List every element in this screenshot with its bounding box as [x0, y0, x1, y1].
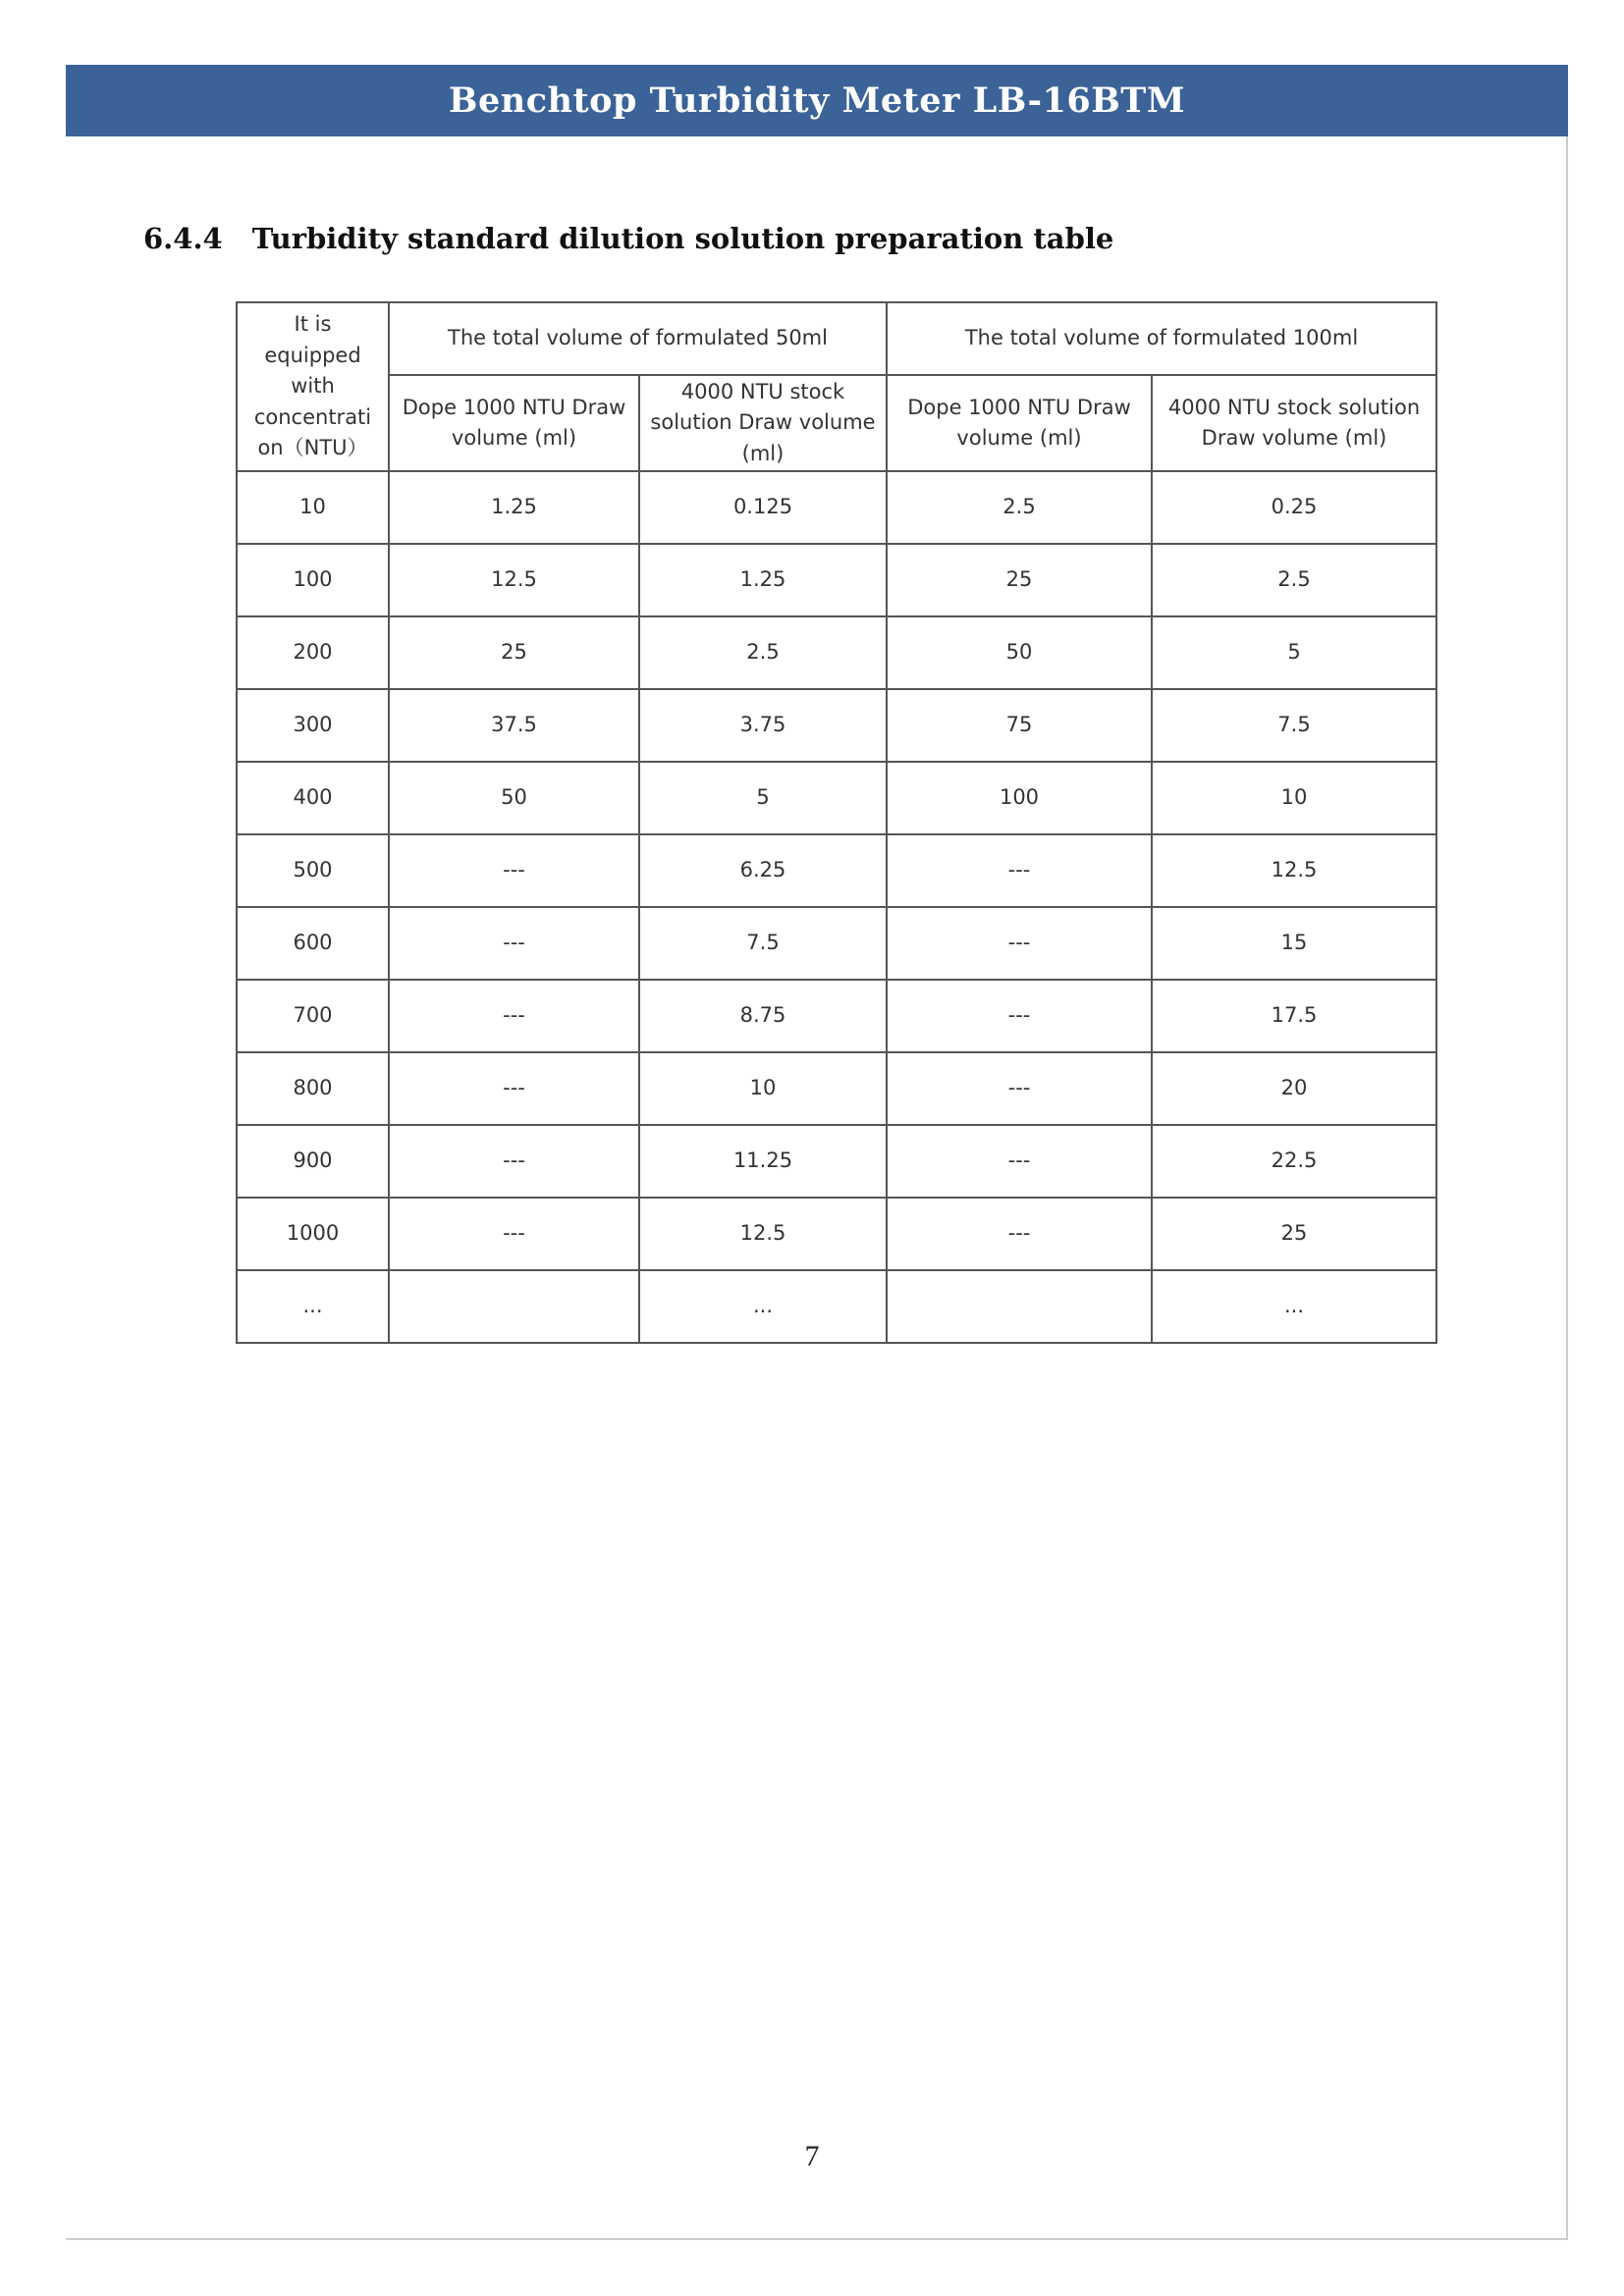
- cell-stock-50ml: 12.5: [639, 1198, 887, 1270]
- cell-stock-50ml: 3.75: [639, 689, 887, 762]
- cell-dope-100ml: ---: [887, 907, 1152, 980]
- table-row: [237, 1198, 1436, 1270]
- cell-concentration: 400: [237, 762, 389, 834]
- cell-concentration: 100: [237, 544, 389, 616]
- table-row: [237, 544, 1436, 616]
- cell-stock-100ml: 25: [1152, 1198, 1436, 1270]
- section-heading: [143, 222, 1113, 255]
- cell-stock-50ml: ...: [639, 1270, 887, 1343]
- cell-stock-50ml: 1.25: [639, 544, 887, 616]
- cell-concentration: ...: [237, 1270, 389, 1343]
- cell-stock-100ml: 7.5: [1152, 689, 1436, 762]
- page-number: 7: [804, 2140, 820, 2172]
- table-row: [237, 616, 1436, 689]
- section-number: 6.4.4: [143, 222, 223, 255]
- cell-dope-50ml: 37.5: [389, 689, 639, 762]
- cell-dope-100ml: ---: [887, 1198, 1152, 1270]
- cell-concentration: 700: [237, 980, 389, 1052]
- table-subheader-row: [237, 375, 1436, 471]
- cell-dope-50ml: ---: [389, 834, 639, 907]
- cell-dope-100ml: 25: [887, 544, 1152, 616]
- table-header-row: [237, 302, 1436, 375]
- cell-concentration: 10: [237, 471, 389, 544]
- cell-dope-50ml: ---: [389, 980, 639, 1052]
- cell-dope-100ml: ---: [887, 980, 1152, 1052]
- cell-dope-50ml: ---: [389, 1125, 639, 1198]
- table-row: [237, 1052, 1436, 1125]
- cell-stock-100ml: 12.5: [1152, 834, 1436, 907]
- cell-concentration: 800: [237, 1052, 389, 1125]
- subheader-stock-50: 4000 NTU stock solution Draw volume (ml): [639, 375, 887, 471]
- cell-stock-100ml: ...: [1152, 1270, 1436, 1343]
- table-row: [237, 1270, 1436, 1343]
- cell-stock-50ml: 5: [639, 762, 887, 834]
- cell-stock-100ml: 2.5: [1152, 544, 1436, 616]
- table-row: [237, 907, 1436, 980]
- cell-stock-50ml: 0.125: [639, 471, 887, 544]
- cell-stock-100ml: 17.5: [1152, 980, 1436, 1052]
- cell-dope-50ml: ---: [389, 907, 639, 980]
- section-title: Turbidity standard dilution solution preparation table: [251, 222, 1114, 255]
- table-row: [237, 1125, 1436, 1198]
- cell-dope-50ml: 12.5: [389, 544, 639, 616]
- cell-dope-100ml: 50: [887, 616, 1152, 689]
- cell-stock-100ml: 5: [1152, 616, 1436, 689]
- cell-stock-50ml: 7.5: [639, 907, 887, 980]
- header-group-50ml: The total volume of formulated 50ml: [389, 302, 887, 375]
- cell-stock-50ml: 10: [639, 1052, 887, 1125]
- cell-stock-50ml: 2.5: [639, 616, 887, 689]
- cell-concentration: 500: [237, 834, 389, 907]
- table-row: [237, 834, 1436, 907]
- cell-dope-50ml: ---: [389, 1198, 639, 1270]
- table-row: [237, 471, 1436, 544]
- header-group-100ml: The total volume of formulated 100ml: [887, 302, 1436, 375]
- cell-dope-100ml: 100: [887, 762, 1152, 834]
- cell-dope-50ml: ---: [389, 1052, 639, 1125]
- table-row: [237, 762, 1436, 834]
- cell-concentration: 200: [237, 616, 389, 689]
- cell-dope-50ml: 1.25: [389, 471, 639, 544]
- cell-stock-100ml: 20: [1152, 1052, 1436, 1125]
- cell-dope-50ml: [389, 1270, 639, 1343]
- cell-stock-100ml: 0.25: [1152, 471, 1436, 544]
- subheader-stock-100: 4000 NTU stock solution Draw volume (ml): [1152, 375, 1436, 471]
- table-row: [237, 689, 1436, 762]
- cell-concentration: 900: [237, 1125, 389, 1198]
- cell-dope-50ml: 25: [389, 616, 639, 689]
- cell-stock-50ml: 8.75: [639, 980, 887, 1052]
- cell-dope-100ml: ---: [887, 1052, 1152, 1125]
- cell-dope-100ml: ---: [887, 834, 1152, 907]
- cell-dope-100ml: ---: [887, 1125, 1152, 1198]
- cell-dope-100ml: 2.5: [887, 471, 1152, 544]
- subheader-dope-100: Dope 1000 NTU Draw volume (ml): [887, 375, 1152, 471]
- header-concentration: It is equipped with concentrati on（NTU）: [237, 302, 389, 471]
- cell-stock-100ml: 10: [1152, 762, 1436, 834]
- table-body: [237, 471, 1436, 1343]
- cell-stock-50ml: 6.25: [639, 834, 887, 907]
- cell-dope-50ml: 50: [389, 762, 639, 834]
- cell-stock-100ml: 15: [1152, 907, 1436, 980]
- cell-stock-100ml: 22.5: [1152, 1125, 1436, 1198]
- cell-concentration: 300: [237, 689, 389, 762]
- cell-concentration: 1000: [237, 1198, 389, 1270]
- table-row: [237, 980, 1436, 1052]
- cell-stock-50ml: 11.25: [639, 1125, 887, 1198]
- dilution-table: [236, 301, 1437, 1344]
- cell-dope-100ml: 75: [887, 689, 1152, 762]
- document-title: Benchtop Turbidity Meter LB-16BTM: [448, 80, 1186, 121]
- cell-dope-100ml: [887, 1270, 1152, 1343]
- subheader-dope-50: Dope 1000 NTU Draw volume (ml): [389, 375, 639, 471]
- document-header: [66, 65, 1568, 136]
- cell-concentration: 600: [237, 907, 389, 980]
